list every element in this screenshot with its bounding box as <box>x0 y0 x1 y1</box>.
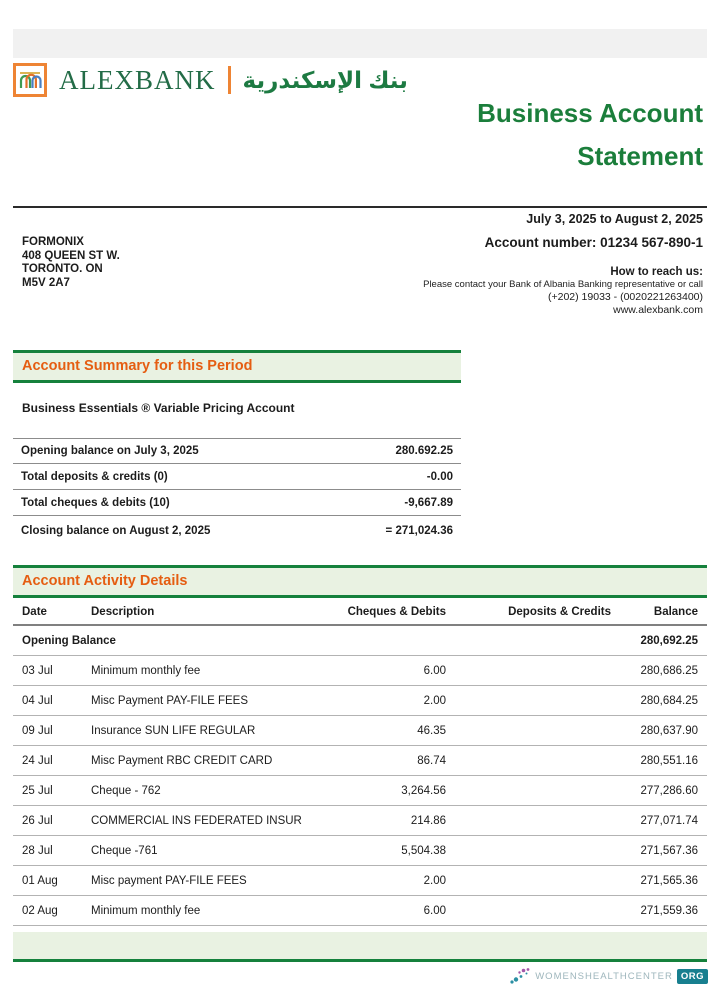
table-row <box>13 866 707 896</box>
col-header-credits: Deposits & Credits <box>508 606 611 618</box>
summary-row-deposits <box>13 464 461 490</box>
bank-name-arabic: بنك الإسكندرية <box>242 66 408 93</box>
txn-debit: 46.35 <box>417 724 446 737</box>
txn-balance: 280,684.25 <box>640 694 698 707</box>
txn-balance: 280,551.16 <box>640 754 698 767</box>
col-header-description: Description <box>91 606 155 618</box>
summary-label: Total deposits & credits (0) <box>21 470 168 483</box>
contact-heading: How to reach us: <box>610 266 703 278</box>
contact-phone: (+202) 19033 - (0020221263400) <box>548 291 703 303</box>
table-row <box>13 686 707 716</box>
txn-date: 25 Jul <box>22 784 53 797</box>
activity-table <box>13 600 707 926</box>
txn-date: 26 Jul <box>22 814 53 827</box>
txn-balance: 277,071.74 <box>640 814 698 827</box>
summary-value: -0.00 <box>426 470 453 483</box>
txn-balance: 271,565.36 <box>640 874 698 887</box>
account-number: Account number: 01234 567-890-1 <box>484 235 703 250</box>
watermark <box>509 967 708 985</box>
table-row <box>13 656 707 686</box>
table-row-opening-balance <box>13 626 707 656</box>
txn-description: Insurance SUN LIFE REGULAR <box>91 724 256 737</box>
alexbank-arches-icon <box>16 66 44 94</box>
txn-description: COMMERCIAL INS FEDERATED INSUR <box>91 814 302 827</box>
opening-balance-label: Opening Balance <box>22 634 116 647</box>
customer-address-line1: 408 QUEEN ST W. <box>22 249 120 262</box>
txn-balance: 271,567.36 <box>640 844 698 857</box>
customer-address <box>22 236 120 290</box>
table-row <box>13 776 707 806</box>
txn-balance: 271,559.36 <box>640 904 698 917</box>
txn-description: Misc payment PAY-FILE FEES <box>91 874 247 887</box>
txn-debit: 2.00 <box>423 694 446 707</box>
col-header-debits: Cheques & Debits <box>347 606 446 618</box>
txn-balance: 280,637.90 <box>640 724 698 737</box>
summary-value: = 271,024.36 <box>385 525 453 537</box>
dots-swirl-icon <box>509 967 531 985</box>
summary-row-opening <box>13 438 461 464</box>
txn-debit: 6.00 <box>423 904 446 917</box>
txn-date: 24 Jul <box>22 754 53 767</box>
txn-debit: 2.00 <box>423 874 446 887</box>
account-product-name: Business Essentials ® Variable Pricing Account <box>22 401 295 415</box>
col-header-balance: Balance <box>653 606 698 618</box>
txn-debit: 6.00 <box>423 664 446 677</box>
txn-balance: 277,286.60 <box>640 784 698 797</box>
summary-row-debits <box>13 490 461 516</box>
summary-label: Closing balance on August 2, 2025 <box>21 525 211 537</box>
txn-date: 04 Jul <box>22 694 53 707</box>
summary-table <box>13 438 461 546</box>
txn-debit: 214.86 <box>410 814 446 827</box>
txn-debit: 5,504.38 <box>401 844 446 857</box>
contact-website: www.alexbank.com <box>613 304 703 316</box>
txn-description: Minimum monthly fee <box>91 904 201 917</box>
customer-name: FORMONIX <box>22 236 84 248</box>
statement-period: July 3, 2025 to August 2, 2025 <box>526 212 703 226</box>
footer-green-bar <box>13 932 707 962</box>
txn-date: 09 Jul <box>22 724 53 737</box>
alexbank-logo-icon <box>13 63 47 97</box>
table-row <box>13 896 707 926</box>
table-row <box>13 836 707 866</box>
logo-divider <box>228 66 231 94</box>
txn-debit: 86.74 <box>417 754 446 767</box>
table-row <box>13 716 707 746</box>
summary-section-heading: Account Summary for this Period <box>13 350 461 383</box>
txn-description: Misc Payment PAY-FILE FEES <box>91 694 249 707</box>
txn-balance: 280,686.25 <box>640 664 698 677</box>
txn-date: 28 Jul <box>22 844 53 857</box>
customer-postal-code: M5V 2A7 <box>22 276 70 289</box>
summary-value: -9,667.89 <box>404 496 453 509</box>
txn-date: 01 Aug <box>22 874 58 887</box>
opening-balance-value: 280,692.25 <box>640 634 698 647</box>
txn-debit: 3,264.56 <box>401 784 446 797</box>
document-title-line1: Business Account <box>477 98 703 128</box>
header-divider-rule <box>13 206 707 208</box>
activity-header-row <box>13 600 707 626</box>
txn-description: Misc Payment RBC CREDIT CARD <box>91 754 273 767</box>
summary-row-closing <box>13 516 461 546</box>
txn-description: Cheque -761 <box>91 844 158 857</box>
summary-value: 280.692.25 <box>395 445 453 457</box>
top-gray-band <box>13 29 707 58</box>
statement-meta <box>423 211 703 317</box>
col-header-date: Date <box>22 606 47 618</box>
document-title <box>477 92 703 178</box>
summary-label: Opening balance on July 3, 2025 <box>21 445 199 457</box>
table-row <box>13 806 707 836</box>
bank-name: ALEXBANK <box>59 64 216 95</box>
table-row <box>13 746 707 776</box>
activity-section-heading: Account Activity Details <box>13 565 707 598</box>
document-title-line2: Statement <box>577 141 703 171</box>
customer-address-line2: TORONTO. ON <box>22 263 103 275</box>
contact-instruction: Please contact your Bank of Albania Banking representative or call <box>423 279 703 290</box>
txn-date: 02 Aug <box>22 904 58 917</box>
watermark-badge: ORG <box>677 969 708 984</box>
watermark-text: WOMENSHEALTHCENTER <box>535 970 673 982</box>
txn-description: Cheque - 762 <box>91 784 161 797</box>
summary-label: Total cheques & debits (10) <box>21 496 170 509</box>
txn-description: Minimum monthly fee <box>91 664 201 677</box>
txn-date: 03 Jul <box>22 664 53 677</box>
brand-header <box>13 62 408 98</box>
